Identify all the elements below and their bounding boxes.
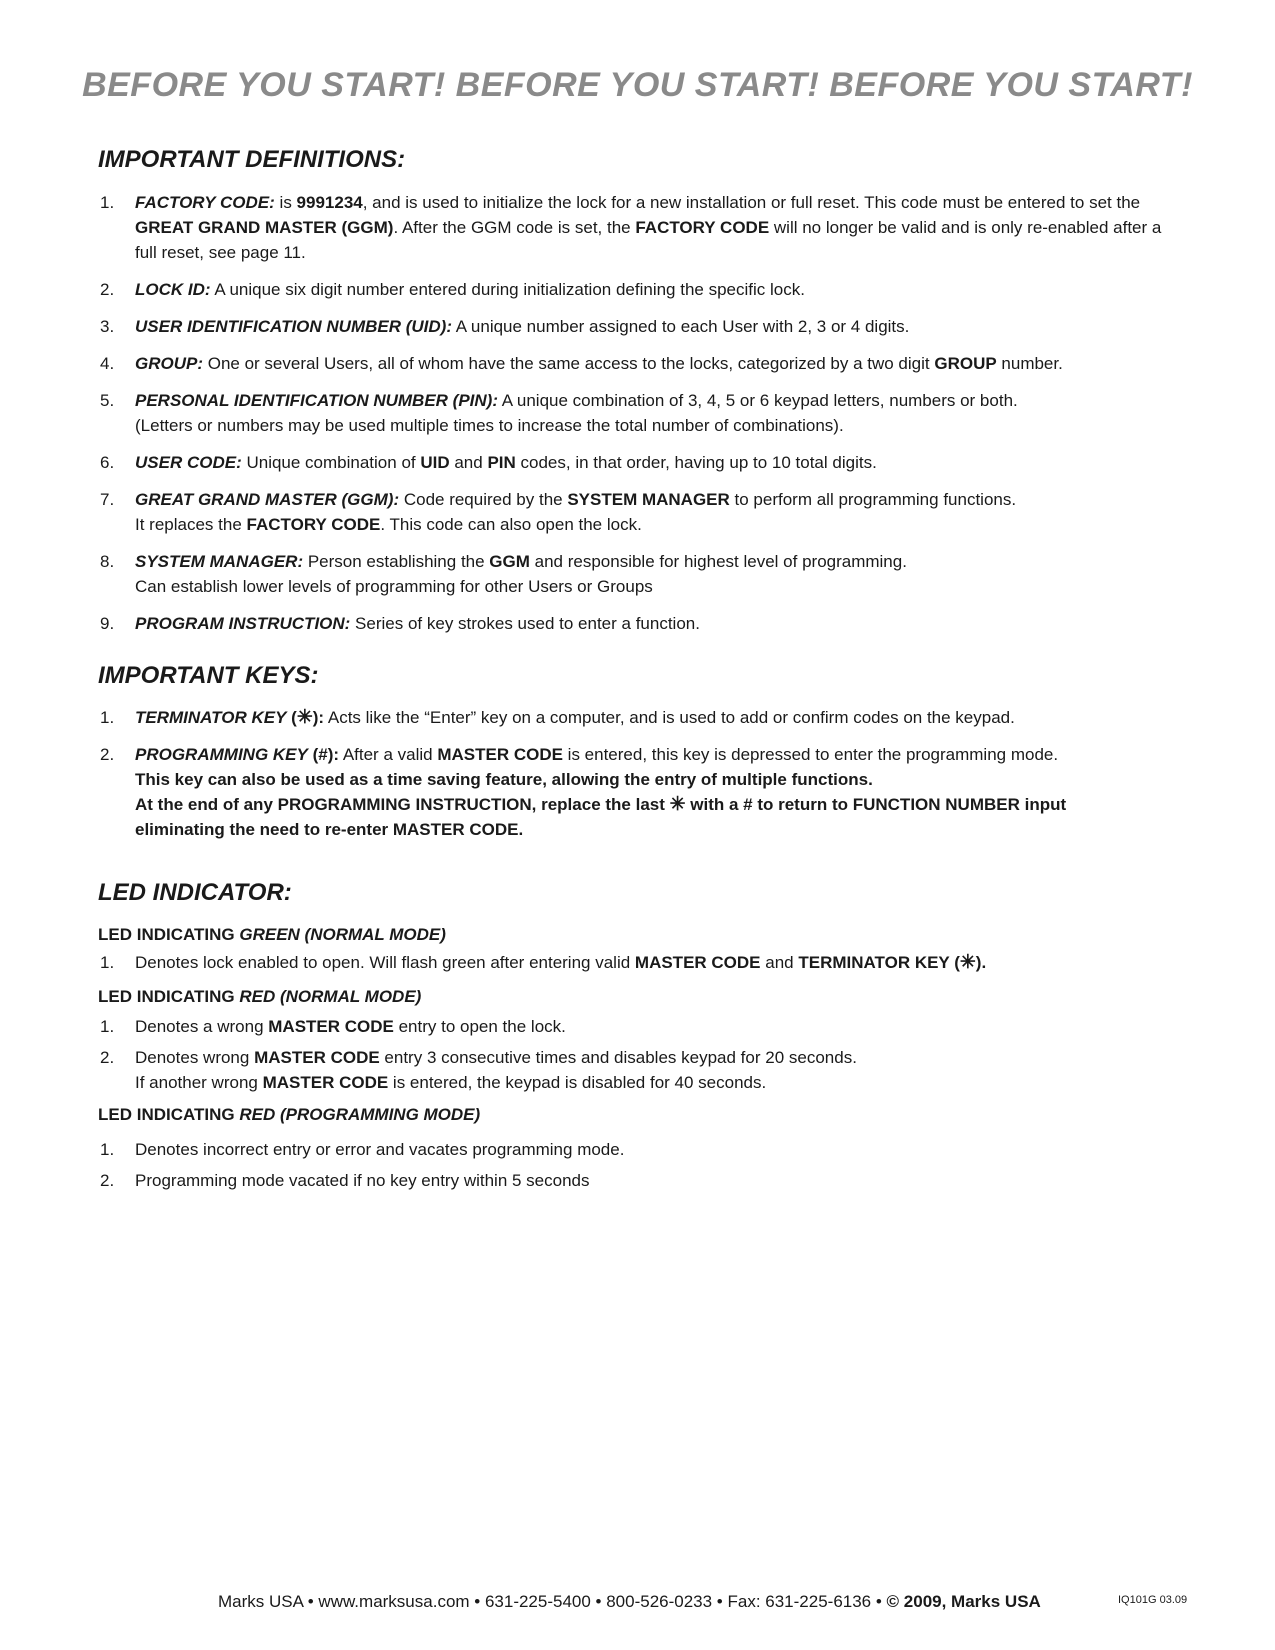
- list-item: [98, 742, 1183, 842]
- item-number: 2.: [100, 1171, 115, 1190]
- item-bold: At the end of any PROGRAMMING INSTRUCTION, replace the last: [135, 795, 670, 814]
- hash-icon: #: [318, 745, 328, 764]
- led-red-programming-list: [98, 1137, 1183, 1205]
- item-text: Denotes lock enabled to open. Will flash green after entering valid: [135, 953, 635, 972]
- list-item: [98, 549, 1183, 599]
- item-number: 1.: [100, 708, 115, 727]
- item-bold: 9991234: [296, 193, 363, 212]
- item-bold: with a # to return to FUNCTION NUMBER input: [685, 795, 1067, 814]
- list-item: [98, 611, 1183, 636]
- symbol-paren: (: [286, 708, 297, 727]
- heading-mode: GREEN (NORMAL MODE): [239, 925, 446, 944]
- item-text: Programming mode vacated if no key entry within 5 seconds: [135, 1171, 590, 1190]
- item-text: A unique six digit number entered during initialization defining the specific lock.: [210, 280, 805, 299]
- item-bold: MASTER CODE: [437, 745, 563, 764]
- item-text: After a valid: [339, 745, 438, 764]
- list-item: [98, 1014, 1183, 1039]
- item-bold: PIN: [487, 453, 516, 472]
- item-number: 3.: [100, 317, 115, 336]
- list-item: [98, 190, 1183, 265]
- item-text: will no longer be valid and is only re-enabled after a full reset, see page 11.: [135, 218, 1162, 262]
- page-banner: BEFORE YOU START! BEFORE YOU START! BEFORE YOU START!: [82, 66, 1193, 104]
- item-text: . After the GGM code is set, the: [393, 218, 636, 237]
- list-item: [98, 950, 1183, 975]
- term-label: SYSTEM MANAGER:: [135, 552, 304, 571]
- led-green-list: [98, 950, 1183, 987]
- item-bold: MASTER CODE: [268, 1017, 394, 1036]
- asterisk-icon: ✳: [669, 794, 686, 815]
- symbol-paren: ):: [327, 745, 340, 764]
- item-bold: SYSTEM MANAGER: [567, 490, 730, 509]
- heading-text: LED INDICATING: [98, 925, 240, 944]
- item-text: codes, in that order, having up to 10 total digits.: [515, 453, 877, 472]
- led-red-normal-list: [98, 1014, 1183, 1107]
- item-text: Series of key strokes used to enter a function.: [350, 614, 700, 633]
- item-text: Denotes wrong: [135, 1048, 255, 1067]
- item-text: is entered, this key is depressed to enter the programming mode.: [562, 745, 1059, 764]
- item-text: A unique combination of 3, 4, 5 or 6 keypad letters, numbers or both.: [497, 391, 1018, 410]
- list-item: [98, 351, 1183, 376]
- item-text: and: [449, 453, 488, 472]
- item-text: is: [274, 193, 297, 212]
- item-number: 2.: [100, 1048, 115, 1067]
- symbol-paren: (: [307, 745, 319, 764]
- item-number: 2.: [100, 745, 115, 764]
- term-label: USER CODE:: [135, 453, 242, 472]
- item-number: 1.: [100, 1140, 115, 1159]
- heading-mode: RED (PROGRAMMING MODE): [239, 1105, 481, 1124]
- list-item: [98, 1045, 1183, 1095]
- item-text: and responsible for highest level of programming.: [529, 552, 907, 571]
- led-green-normal-heading: [98, 925, 446, 945]
- term-label: PROGRAMMING KEY: [135, 745, 308, 764]
- list-item: [98, 487, 1183, 537]
- item-bold: TERMINATOR KEY (: [798, 953, 960, 972]
- item-text: entry to open the lock.: [393, 1017, 566, 1036]
- asterisk-icon: ✳: [959, 952, 976, 973]
- keys-list: [98, 705, 1183, 854]
- symbol-paren: ):: [312, 708, 325, 727]
- led-title: LED INDICATOR:: [98, 879, 292, 906]
- item-number: 6.: [100, 453, 115, 472]
- term-label: GROUP:: [135, 354, 203, 373]
- item-text: Denotes incorrect entry or error and vacates programming mode.: [135, 1140, 625, 1159]
- keys-title: IMPORTANT KEYS:: [98, 662, 319, 689]
- item-bold: UID: [420, 453, 450, 472]
- list-item: [98, 277, 1183, 302]
- definitions-title: IMPORTANT DEFINITIONS:: [98, 146, 406, 173]
- item-number: 1.: [100, 953, 115, 972]
- item-bold: MASTER CODE: [254, 1048, 380, 1067]
- list-item: [98, 1168, 1183, 1193]
- item-text: It replaces the: [135, 515, 247, 534]
- item-bold: GGM: [489, 552, 530, 571]
- document-id: IQ101G 03.09: [1118, 1594, 1188, 1606]
- page-footer: [218, 1592, 1041, 1612]
- item-number: 5.: [100, 391, 115, 410]
- term-label: PROGRAM INSTRUCTION:: [135, 614, 351, 633]
- asterisk-icon: ✳: [296, 707, 313, 728]
- term-label: FACTORY CODE:: [135, 193, 275, 212]
- list-item: [98, 314, 1183, 339]
- item-text: . This code can also open the lock.: [380, 515, 642, 534]
- heading-text: LED INDICATING: [98, 987, 240, 1006]
- item-text: Code required by the: [399, 490, 568, 509]
- term-label: PERSONAL IDENTIFICATION NUMBER (PIN):: [135, 391, 498, 410]
- list-item: [98, 705, 1183, 730]
- item-text: Unique combination of: [241, 453, 421, 472]
- item-text: Denotes a wrong: [135, 1017, 269, 1036]
- item-text: Person establishing the: [303, 552, 490, 571]
- term-label: LOCK ID:: [135, 280, 211, 299]
- item-bold: FACTORY CODE: [246, 515, 381, 534]
- led-red-programming-heading: [98, 1105, 480, 1125]
- item-number: 7.: [100, 490, 115, 509]
- item-text: Can establish lower levels of programming for other Users or Groups: [135, 577, 653, 596]
- item-bold: FACTORY CODE: [635, 218, 770, 237]
- footer-contact: Marks USA • www.marksusa.com • 631-225-5400 • 800-526-0233 • Fax: 631-225-6136 •: [218, 1592, 887, 1611]
- definitions-list: [98, 190, 1183, 648]
- term-label: TERMINATOR KEY: [135, 708, 287, 727]
- item-bold: eliminating the need to re-enter MASTER CODE.: [135, 820, 524, 839]
- item-bold: MASTER CODE: [634, 953, 761, 972]
- term-label: GREAT GRAND MASTER (GGM):: [135, 490, 400, 509]
- footer-copyright: © 2009, Marks USA: [886, 1592, 1041, 1611]
- item-text: number.: [996, 354, 1063, 373]
- item-number: 9.: [100, 614, 115, 633]
- item-number: 4.: [100, 354, 115, 373]
- item-bold: MASTER CODE: [262, 1073, 389, 1092]
- list-item: [98, 388, 1183, 438]
- list-item: [98, 1137, 1183, 1162]
- item-bold: GREAT GRAND MASTER (GGM): [135, 218, 394, 237]
- item-text: to perform all programming functions.: [729, 490, 1017, 509]
- list-item: [98, 450, 1183, 475]
- heading-text: LED INDICATING: [98, 1105, 240, 1124]
- item-text: (Letters or numbers may be used multiple times to increase the total number of combinations).: [135, 416, 844, 435]
- item-text: and: [760, 953, 799, 972]
- item-number: 2.: [100, 280, 115, 299]
- item-text: entry 3 consecutive times and disables keypad for 20 seconds.: [379, 1048, 857, 1067]
- heading-mode: RED (NORMAL MODE): [239, 987, 422, 1006]
- item-text: , and is used to initialize the lock for a new installation or full reset. This code must be entered to set the: [362, 193, 1141, 212]
- item-number: 8.: [100, 552, 115, 571]
- led-red-normal-heading: [98, 987, 421, 1007]
- item-text: Acts like the “Enter” key on a computer, and is used to add or confirm codes on the keypad.: [324, 708, 1015, 727]
- item-text: If another wrong: [135, 1073, 263, 1092]
- item-text: is entered, the keypad is disabled for 40 seconds.: [388, 1073, 767, 1092]
- term-label: USER IDENTIFICATION NUMBER (UID):: [135, 317, 452, 336]
- item-number: 1.: [100, 1017, 115, 1036]
- item-bold: GROUP: [934, 354, 997, 373]
- item-text: One or several Users, all of whom have the same access to the locks, categorized by a two digit: [203, 354, 935, 373]
- item-bold: ).: [975, 953, 987, 972]
- item-bold: This key can also be used as a time saving feature, allowing the entry of multiple functions.: [135, 770, 873, 789]
- item-text: A unique number assigned to each User with 2, 3 or 4 digits.: [452, 317, 910, 336]
- item-number: 1.: [100, 193, 115, 212]
